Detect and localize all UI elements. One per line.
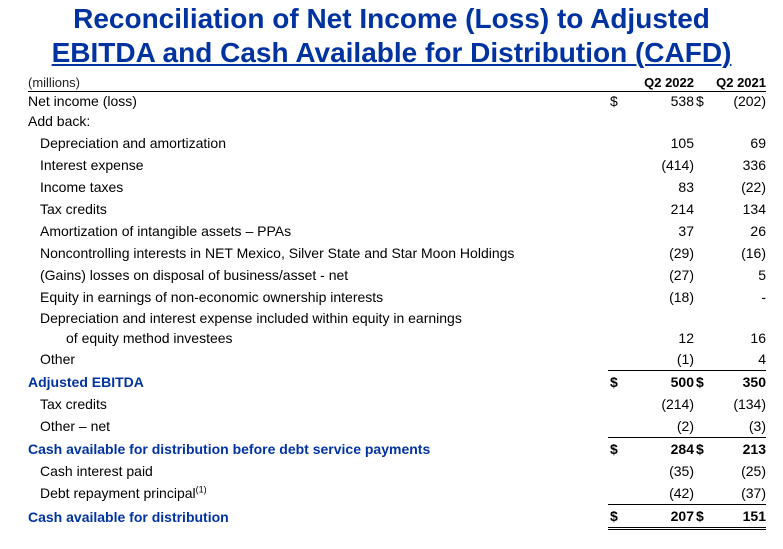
value-q2-2022: (214) [661, 396, 694, 412]
value-q2-2021: (37) [710, 482, 766, 505]
value-q2-2022: 12 [678, 330, 694, 346]
row-label: (Gains) losses on disposal of business/asset - net [40, 267, 349, 283]
dollar-sign-q2-2022 [608, 286, 624, 308]
row-label: Amortization of intangible assets – PPAs [40, 223, 292, 239]
value-q2-2022: 105 [670, 135, 694, 151]
row-label: Cash available for distribution [28, 508, 229, 525]
dollar-sign-q2-2021 [694, 308, 710, 328]
table-row [28, 328, 766, 348]
table-row [28, 286, 766, 308]
value-q2-2022: (2) [624, 415, 694, 438]
value-q2-2022: (42) [624, 482, 694, 505]
dollar-sign-q2-2022 [608, 415, 624, 438]
row-label: Cash available for distribution before debt service payments [28, 440, 431, 457]
table-row [28, 220, 766, 242]
dollar-sign-q2-2022 [608, 264, 624, 286]
value-q2-2021: 26 [750, 223, 766, 239]
value-q2-2021: 5 [758, 267, 766, 283]
value-q2-2022: 500 [670, 374, 694, 390]
dollar-sign-q2-2022 [608, 220, 624, 242]
table-row [28, 505, 766, 529]
table-row [28, 415, 766, 438]
page-title-line2: EBITDA and Cash Available for Distribution (CAFD) [51, 37, 732, 68]
value-q2-2022: (18) [669, 289, 694, 305]
table-row [28, 242, 766, 264]
dollar-sign-q2-2022 [608, 154, 624, 176]
value-q2-2021: 350 [742, 374, 766, 390]
table-row [28, 438, 766, 461]
value-q2-2021 [710, 308, 766, 328]
dollar-sign-q2-2022: $ [608, 505, 624, 529]
dollar-sign-q2-2022 [608, 328, 624, 348]
row-label: Cash interest paid [40, 463, 153, 479]
table-row [28, 393, 766, 415]
table-row [28, 132, 766, 154]
value-q2-2021 [710, 110, 766, 132]
value-q2-2021: 69 [750, 135, 766, 151]
table-row [28, 198, 766, 220]
dollar-sign-q2-2022: $ [610, 441, 618, 457]
table-row [28, 482, 766, 505]
value-q2-2022: 37 [678, 223, 694, 239]
reconciliation-table [28, 75, 766, 530]
table-row [28, 264, 766, 286]
row-label: Tax credits [40, 201, 107, 217]
row-label: Debt repayment principal$^{(1)}$ [40, 484, 207, 502]
value-q2-2021: (16) [741, 245, 766, 261]
column-header-q2-2022: Q2 2022 [624, 75, 694, 92]
table-row [28, 154, 766, 176]
dollar-sign-q2-2022 [608, 132, 624, 154]
row-label: Other – net [40, 418, 111, 435]
row-label: Add back: [28, 113, 91, 129]
dollar-sign-q2-2021: $ [696, 374, 704, 390]
dollar-sign-q2-2021 [694, 264, 710, 286]
dollar-sign-q2-2021 [694, 242, 710, 264]
dollar-sign-q2-2021 [694, 460, 710, 482]
row-label: Income taxes [40, 179, 124, 195]
value-q2-2022: (414) [661, 157, 694, 173]
dollar-sign-q2-2022: $ [610, 93, 618, 109]
table-row [28, 348, 766, 371]
row-label: Interest expense [40, 157, 144, 173]
row-label: Noncontrolling interests in NET Mexico, Silver State and Star Moon Holdings [40, 245, 515, 261]
value-q2-2022: 284 [670, 441, 694, 457]
value-q2-2021: 16 [750, 330, 766, 346]
dollar-sign-q2-2022 [608, 110, 624, 132]
value-q2-2021: 151 [710, 505, 766, 529]
value-q2-2022: 538 [670, 93, 694, 109]
table-row [28, 176, 766, 198]
dollar-sign-q2-2022 [608, 348, 624, 371]
table-row [28, 92, 766, 111]
row-label: Adjusted EBITDA [28, 373, 144, 390]
dollar-sign-q2-2021 [694, 198, 710, 220]
dollar-sign-q2-2021 [694, 482, 710, 505]
row-label: of equity method investees [66, 330, 233, 346]
value-q2-2021: (202) [733, 93, 766, 109]
dollar-sign-q2-2022 [608, 308, 624, 328]
dollar-sign-q2-2022: $ [610, 374, 618, 390]
value-q2-2021: 4 [710, 348, 766, 371]
dollar-sign-q2-2021 [694, 132, 710, 154]
dollar-sign-q2-2021 [694, 415, 710, 438]
dollar-sign-q2-2021: $ [696, 441, 704, 457]
value-q2-2021: - [761, 289, 766, 305]
row-label: Other [40, 351, 76, 368]
dollar-sign-q2-2021 [694, 328, 710, 348]
value-q2-2022: 214 [670, 201, 694, 217]
dollar-sign-q2-2022 [608, 242, 624, 264]
table-row [28, 110, 766, 132]
units-label: (millions) [28, 75, 608, 92]
footnote-marker: (1) [195, 484, 207, 495]
row-label: Net income (loss) [28, 93, 137, 109]
value-q2-2021: (25) [741, 463, 766, 479]
dollar-sign-q2-2021 [694, 393, 710, 415]
value-q2-2022: (29) [669, 245, 694, 261]
dollar-sign-q2-2021 [694, 220, 710, 242]
page-title-line1: Reconciliation of Net Income (Loss) to Adjusted [73, 3, 710, 34]
dollar-sign-q2-2022 [608, 460, 624, 482]
table-header-row [28, 75, 766, 92]
table-row [28, 460, 766, 482]
value-q2-2021: (22) [741, 179, 766, 195]
value-q2-2021: 213 [742, 441, 766, 457]
dollar-sign-q2-2022 [608, 176, 624, 198]
value-q2-2022: 207 [624, 505, 694, 529]
value-q2-2022 [624, 308, 694, 328]
dollar-sign-q2-2021 [694, 110, 710, 132]
value-q2-2022: (1) [624, 348, 694, 371]
dollar-sign-q2-2021 [694, 176, 710, 198]
value-q2-2022: 83 [678, 179, 694, 195]
value-q2-2021: (134) [733, 396, 766, 412]
dollar-sign-q2-2022 [608, 393, 624, 415]
row-label: Equity in earnings of non-economic ownership interests [40, 289, 384, 305]
dollar-sign-q2-2022 [608, 198, 624, 220]
value-q2-2022: (27) [669, 267, 694, 283]
table-row [28, 371, 766, 394]
dollar-sign-q2-2022 [608, 482, 624, 505]
dollar-sign-q2-2021: $ [696, 93, 704, 109]
value-q2-2022 [624, 110, 694, 132]
dollar-sign-q2-2021 [694, 348, 710, 371]
row-label: Depreciation and amortization [40, 135, 226, 151]
value-q2-2022: (35) [669, 463, 694, 479]
value-q2-2021: 134 [742, 201, 766, 217]
row-label: Tax credits [40, 396, 107, 412]
row-label: Depreciation and interest expense included within equity in earnings [40, 310, 462, 326]
value-q2-2021: 336 [742, 157, 766, 173]
dollar-sign-q2-2021: $ [694, 505, 710, 529]
value-q2-2021: (3) [710, 415, 766, 438]
dollar-sign-q2-2021 [694, 286, 710, 308]
column-header-q2-2021: Q2 2021 [710, 75, 766, 92]
dollar-sign-q2-2021 [694, 154, 710, 176]
table-row [28, 308, 766, 328]
